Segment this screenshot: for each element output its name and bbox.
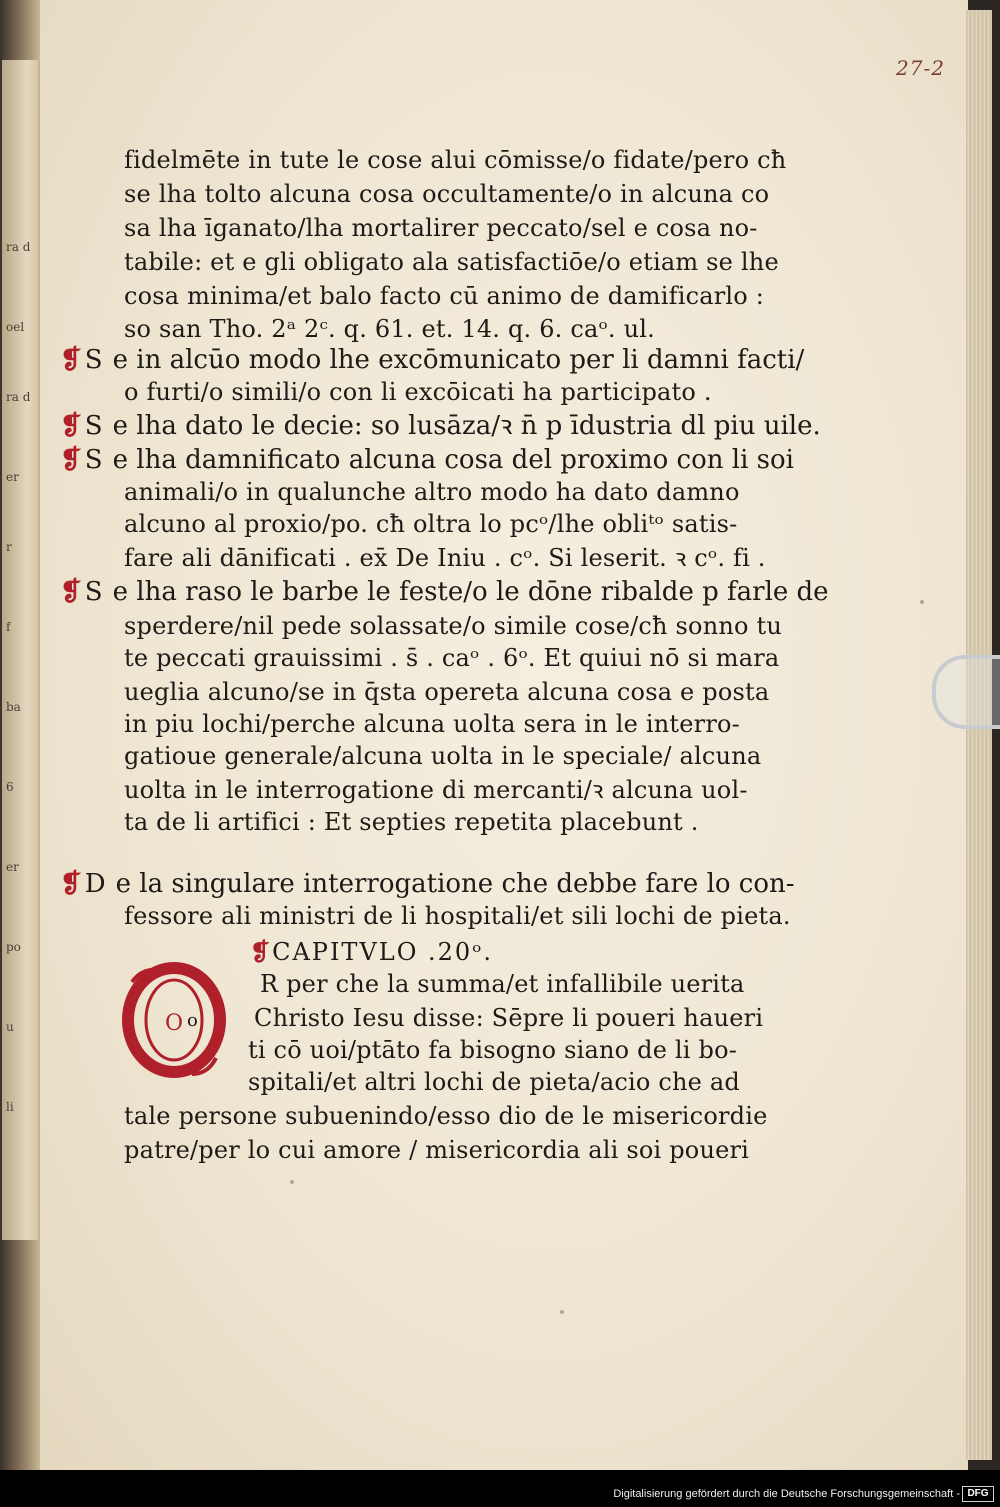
- text-line: se lha tolto alcuna cosa occultamente/o in alcuna co: [124, 180, 770, 208]
- chapter-rubric-line: [60, 868, 795, 900]
- paper-speck: [560, 1310, 564, 1314]
- text-line: in piu lochi/perche alcuna uolta sera in le interro-: [124, 710, 740, 738]
- text-line: cosa minima/et balo facto cū animo de damificarlo :: [124, 282, 765, 310]
- left-fragment: ba: [6, 700, 21, 714]
- text-line: o furti/o simili/o con li excōicati ha participato .: [124, 378, 712, 406]
- left-fragment: ra d: [6, 240, 31, 254]
- decorated-initial: [112, 962, 242, 1082]
- text-line: ta de li artifici : Et septies repetita placebunt .: [124, 808, 699, 836]
- paragraph-initial: S: [84, 345, 103, 375]
- text-line: fessore ali ministri de li hospitali/et sili lochi de pieta.: [124, 902, 791, 930]
- chapter-heading: [250, 937, 493, 966]
- left-fragment: r: [6, 540, 12, 554]
- text-line: alcuno al proxio/po. cħ oltra lo pcᵒ/lhe obliᵗᵒ satis-: [124, 510, 738, 538]
- left-fragment: ra d: [6, 390, 31, 404]
- text-line: Christo Iesu disse: Sēpre li poueri haueri: [254, 1004, 764, 1032]
- text-line: uolta in le interrogatione di mercanti/ꝛ alcuna uol-: [124, 776, 748, 804]
- guide-letter: o: [187, 1010, 198, 1031]
- left-fragment: po: [6, 940, 21, 954]
- text-line: te peccati grauissimi . s̄ . caᵒ . 6ᵒ. Et quiui nō si mara: [124, 644, 780, 672]
- left-fragment: oel: [6, 320, 25, 334]
- left-fragment: 6: [6, 780, 14, 794]
- text-line: sa lha īganato/lha mortalirer peccato/sel e cosa no-: [124, 214, 758, 242]
- previous-page-edge: [2, 60, 38, 1240]
- footer-bar: [0, 1470, 1000, 1507]
- text-line: animali/o in qualunche altro modo ha dato damno: [124, 478, 740, 506]
- text-line: ti cō uoi/ptāto fa bisogno siano de li bo-: [248, 1036, 738, 1064]
- paragraph-text: e lha raso le barbe le feste/o le dōne ribalde p farle de: [112, 577, 829, 607]
- paper-speck: [290, 1180, 294, 1184]
- pilcrow-mark: ❡: [60, 445, 82, 475]
- text-line: ueglia alcuno/se in q̄sta opereta alcuna cosa e posta: [124, 678, 770, 706]
- left-fragment: f: [6, 620, 11, 634]
- text-line: patre/per lo cui amore / misericordia ali soi poueri: [124, 1136, 750, 1164]
- text-line: sperdere/nil pede solassate/o simile cose/cħ sonno tu: [124, 612, 783, 640]
- pilcrow-mark: ❡: [60, 577, 82, 607]
- pilcrow-mark: ❡: [60, 345, 82, 375]
- paragraph-initial: S: [84, 577, 103, 607]
- paragraph-text: e lha damnificato alcuna cosa del proximo con li soi: [112, 445, 794, 475]
- text-line: gatioue generale/alcuna uolta in le speciale/ alcuna: [124, 742, 762, 770]
- paragraph-line: [60, 344, 804, 376]
- text-line: spitali/et altri lochi de pieta/acio che ad: [248, 1068, 740, 1096]
- funding-credit: Digitalisierung gefördert durch die Deutsche Forschungsgemeinschaft -: [613, 1488, 960, 1500]
- paragraph-initial: S: [84, 445, 103, 475]
- text-line: fare ali dānificati . ex̄ De Iniu . cᵒ. Si leserit. ꝛ cᵒ. fi .: [124, 544, 766, 572]
- pilcrow-mark: ❡: [60, 869, 82, 899]
- page-clip: [932, 655, 1000, 729]
- paper-speck: [920, 600, 924, 604]
- text-line: tabile: et e gli obligato ala satisfactiōe/o etiam se lhe: [124, 248, 779, 276]
- dfg-logo: DFG: [962, 1486, 994, 1502]
- paragraph-text: e la singulare interrogatione che debbe fare lo con-: [115, 869, 795, 899]
- left-fragment: er: [6, 860, 19, 874]
- text-line: R per che la summa/et infallibile uerita: [260, 970, 745, 998]
- paragraph-line: [60, 444, 794, 476]
- initial-letter: O: [164, 1011, 184, 1036]
- paragraph-text: e in alcūo modo lhe excōmunicato per li damni facti/: [112, 345, 805, 375]
- paragraph-line: [60, 410, 821, 442]
- text-line: tale persone subuenindo/esso dio de le misericordie: [124, 1102, 768, 1130]
- left-fragment: li: [6, 1100, 14, 1114]
- folio-number: 27-2: [896, 56, 945, 80]
- paragraph-text: e lha dato le decie: so lusāza/ꝛ n̄ p īdustria dl piu uile.: [112, 411, 821, 441]
- pilcrow-mark: ❡: [250, 937, 273, 966]
- text-line: so san Tho. 2ᵃ 2ᶜ. q. 61. et. 14. q. 6. caᵒ. ul.: [124, 315, 655, 343]
- left-fragment: er: [6, 470, 19, 484]
- paragraph-line: [60, 576, 829, 608]
- paragraph-initial: D: [84, 869, 106, 899]
- chapter-title: CAPITVLO .20ᵒ.: [272, 938, 494, 966]
- text-line: fidelmēte in tute le cose alui cōmisse/o fidate/pero cħ: [124, 146, 787, 174]
- paragraph-initial: S: [84, 411, 103, 441]
- left-fragment: u: [6, 1020, 14, 1034]
- pilcrow-mark: ❡: [60, 411, 82, 441]
- page-stack-edge: [966, 10, 992, 1460]
